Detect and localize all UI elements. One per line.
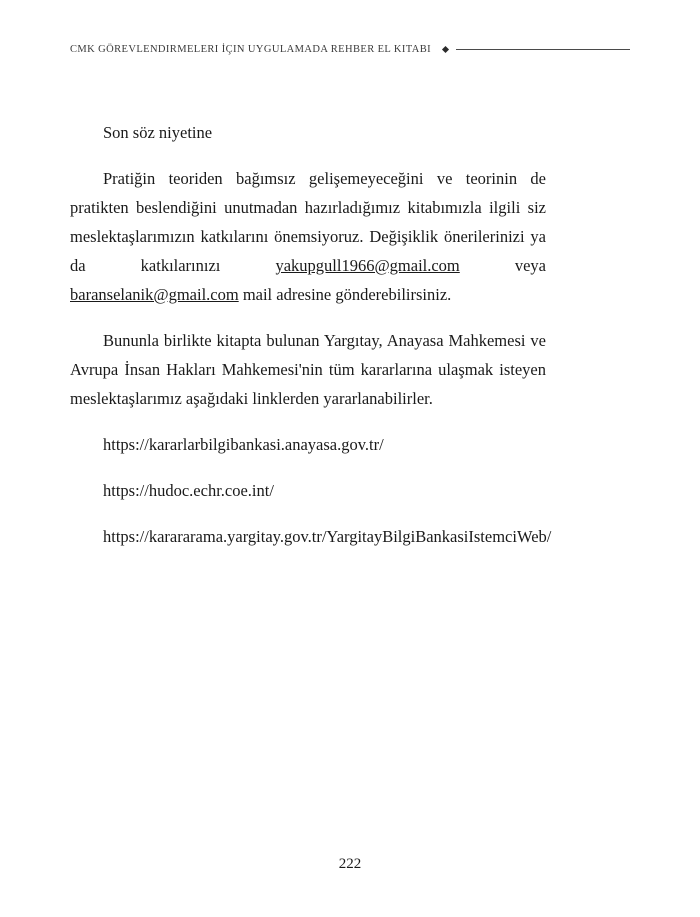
- running-header: [70, 44, 630, 55]
- email-link-baranselanik[interactable]: baranselanik@gmail.com: [70, 285, 239, 304]
- header-rule-divider: [456, 49, 630, 50]
- url-anayasa[interactable]: https://kararlarbilgibankasi.anayasa.gov.tr/: [103, 435, 384, 454]
- page-number: 222: [338, 856, 362, 872]
- running-header-title: CMK GÖREVLENDIRMELERI İÇIN UYGULAMADA REHBER EL KITABI: [70, 44, 432, 55]
- paragraph-contact-text-2: veya: [459, 256, 546, 275]
- section-heading: Son söz niyetine: [103, 123, 213, 142]
- url-yargitay[interactable]: https://karararama.yargitay.gov.tr/YargitayBilgiBankasiIstemciWeb/: [103, 527, 552, 546]
- email-link-yakupgull[interactable]: yakupgull1966@gmail.com: [275, 256, 460, 275]
- paragraph-links-intro: Bununla birlikte kitapta bulunan Yargıtay, Anayasa Mahkemesi ve Avrupa İnsan Hakları Mahkemesi'nin tüm kararlarına ulaşmak isteyen meslektaşlarımız aşağıdaki linklerden yararlanabilirler.: [70, 331, 546, 408]
- paragraph-contact-text-3: mail adresine gönderebilirsiniz.: [238, 285, 452, 304]
- paragraph-contact-text-1: Pratiğin teoriden bağımsız gelişemeyeceğini ve teorinin de pratikten beslendiğini unutmadan hazırladığımız kitabımızla ilgili siz meslektaşlarımızın katkılarını önemsiyoruz. Değişiklik önerilerinizi ya da katkılarınızı: [70, 169, 546, 275]
- paragraph-contact: [70, 164, 546, 309]
- url-hudoc[interactable]: https://hudoc.echr.coe.int/: [103, 481, 274, 500]
- diamond-bullet-icon: [442, 46, 449, 53]
- page-content: [70, 118, 552, 568]
